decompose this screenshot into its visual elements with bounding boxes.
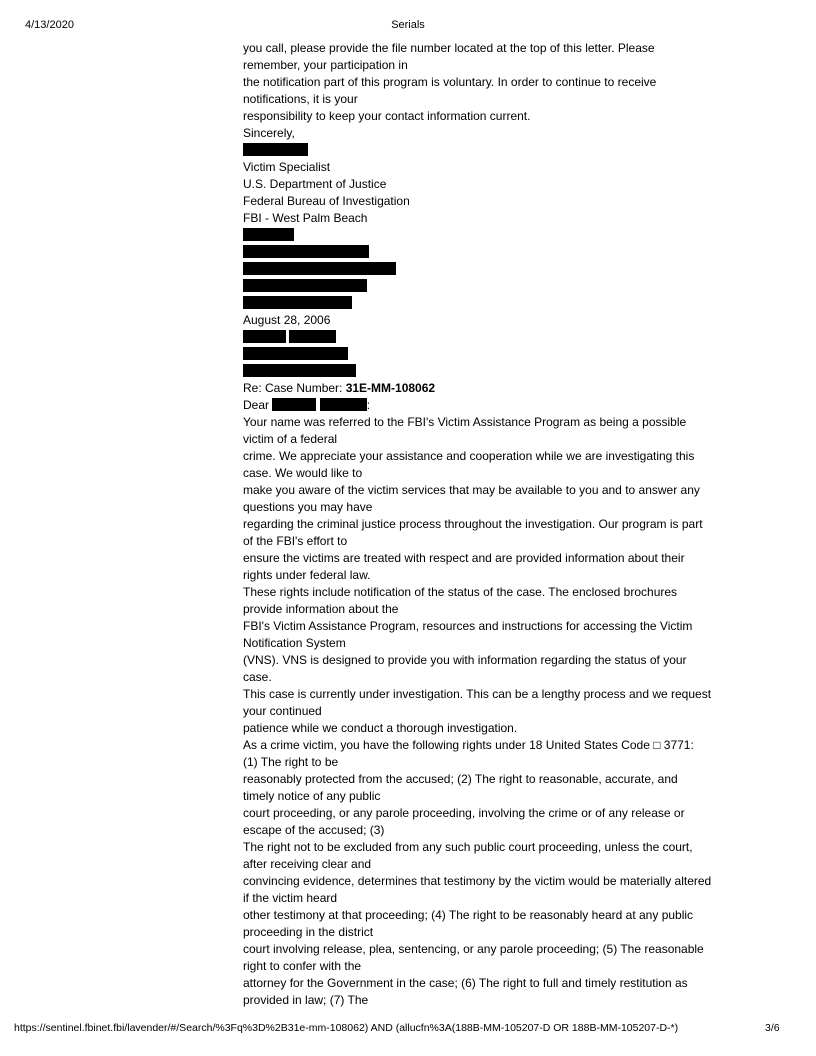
page-title: Serials xyxy=(391,19,425,31)
signature-line: FBI - West Palm Beach xyxy=(243,211,368,225)
letter-line: attorney for the Government in the case; (6) The right to full and timely restitution as xyxy=(243,976,688,990)
redaction-bar xyxy=(243,330,286,343)
closing: Sincerely, xyxy=(243,126,295,140)
page-number: 3/6 xyxy=(765,1022,780,1034)
letter-line: reasonably protected from the accused; (2) The right to reasonable, accurate, and xyxy=(243,772,678,786)
redaction-line xyxy=(243,227,733,244)
case-number: 31E-MM-108062 xyxy=(345,381,436,395)
letter-line: court involving release, plea, sentencing, or any parole proceeding; (5) The reasonable xyxy=(243,942,704,956)
signature-line: Federal Bureau of Investigation xyxy=(243,194,410,208)
redaction-bar xyxy=(243,228,294,241)
redaction-bar xyxy=(243,296,352,309)
redaction-bar xyxy=(243,245,369,258)
letter-line: convincing evidence, determines that testimony by the victim would be materially altered xyxy=(243,874,712,888)
letter-body xyxy=(243,40,733,1009)
letter-line: (VNS). VNS is designed to provide you with information regarding the status of your xyxy=(243,653,687,667)
salutation xyxy=(243,397,733,414)
footer-url: https://sentinel.fbinet.fbi/lavender/#/Search/%3Fq%3D%2B31e-mm-108062) AND (allucfn%3A(188B-MM-105207-D OR 188B-MM-105207-D-*) xyxy=(14,1022,679,1034)
letter-line: crime. We appreciate your assistance and cooperation while we are investigating this xyxy=(243,449,695,463)
letter-line: case. We would like to xyxy=(243,466,363,480)
redaction-line xyxy=(243,295,733,312)
letter-line: of the FBI's effort to xyxy=(243,534,348,548)
letter-line: right to confer with the xyxy=(243,959,362,973)
signature-title: Victim Specialist xyxy=(243,160,331,174)
letter-line: regarding the criminal justice process throughout the investigation. Our program is part xyxy=(243,517,703,531)
redaction-line xyxy=(243,244,733,261)
salutation-word: Dear xyxy=(243,398,270,412)
redaction-bar xyxy=(243,143,308,156)
redaction-bar xyxy=(243,262,396,275)
redaction-bar xyxy=(320,398,367,411)
letter-line: ensure the victims are treated with respect and are provided information about their xyxy=(243,551,685,565)
redaction-bar xyxy=(272,398,316,411)
letter-date: August 28, 2006 xyxy=(243,313,331,327)
letter-line: if the victim heard xyxy=(243,891,338,905)
letter-line: patience while we conduct a thorough investigation. xyxy=(243,721,518,735)
letter-line: make you aware of the victim services that may be available to you and to answer any xyxy=(243,483,700,497)
letter-line: you call, please provide the file number located at the top of this letter. Please xyxy=(243,41,655,55)
letter-line: As a crime victim, you have the following rights under 18 United States Code □ 3771: xyxy=(243,738,694,752)
letter-line: proceeding in the district xyxy=(243,925,374,939)
letter-line: court proceeding, or any parole proceeding, involving the crime or of any release or xyxy=(243,806,685,820)
letter-line: provided in law; (7) The xyxy=(243,993,369,1007)
letter-line: FBI's Victim Assistance Program, resources and instructions for accessing the Victim xyxy=(243,619,693,633)
redaction-line xyxy=(243,278,733,295)
letter-paragraphs xyxy=(243,414,733,1009)
signature-line: U.S. Department of Justice xyxy=(243,177,387,191)
letter-line: case. xyxy=(243,670,272,684)
redaction-bar xyxy=(243,347,348,360)
redaction-line xyxy=(243,142,733,159)
letter-line: notifications, it is your xyxy=(243,92,358,106)
letter-line: These rights include notification of the status of the case. The enclosed brochures xyxy=(243,585,678,599)
letter-line: other testimony at that proceeding; (4) The right to be reasonably heard at any public xyxy=(243,908,694,922)
letter-line: responsibility to keep your contact information current. xyxy=(243,109,531,123)
letter-line: Your name was referred to the FBI's Victim Assistance Program as being a possible xyxy=(243,415,687,429)
redaction-bar xyxy=(243,364,356,377)
case-reference xyxy=(243,380,733,397)
letter-line: the notification part of this program is voluntary. In order to continue to receive xyxy=(243,75,657,89)
redaction-line xyxy=(243,261,733,278)
case-reference-label: Re: Case Number: xyxy=(243,381,346,395)
redaction-line xyxy=(243,363,733,380)
letter-line: rights under federal law. xyxy=(243,568,371,582)
letter-line: escape of the accused; (3) xyxy=(243,823,385,837)
letter-line: after receiving clear and xyxy=(243,857,372,871)
redaction-line xyxy=(243,346,733,363)
letter-line: remember, your participation in xyxy=(243,58,408,72)
letter-line: questions you may have xyxy=(243,500,373,514)
salutation-colon: : xyxy=(366,398,371,412)
redaction-bar xyxy=(289,330,336,343)
redaction-bar xyxy=(243,279,367,292)
letter-line: provide information about the xyxy=(243,602,399,616)
redaction-line xyxy=(243,329,733,346)
letter-line: timely notice of any public xyxy=(243,789,381,803)
letter-line: The right not to be excluded from any such public court proceeding, unless the court, xyxy=(243,840,693,854)
print-date: 4/13/2020 xyxy=(25,19,74,31)
letter-line: This case is currently under investigation. This can be a lengthy process and we request xyxy=(243,687,712,701)
letter-line: (1) The right to be xyxy=(243,755,339,769)
letter-line: victim of a federal xyxy=(243,432,338,446)
letter-line: your continued xyxy=(243,704,322,718)
letter-line: Notification System xyxy=(243,636,346,650)
